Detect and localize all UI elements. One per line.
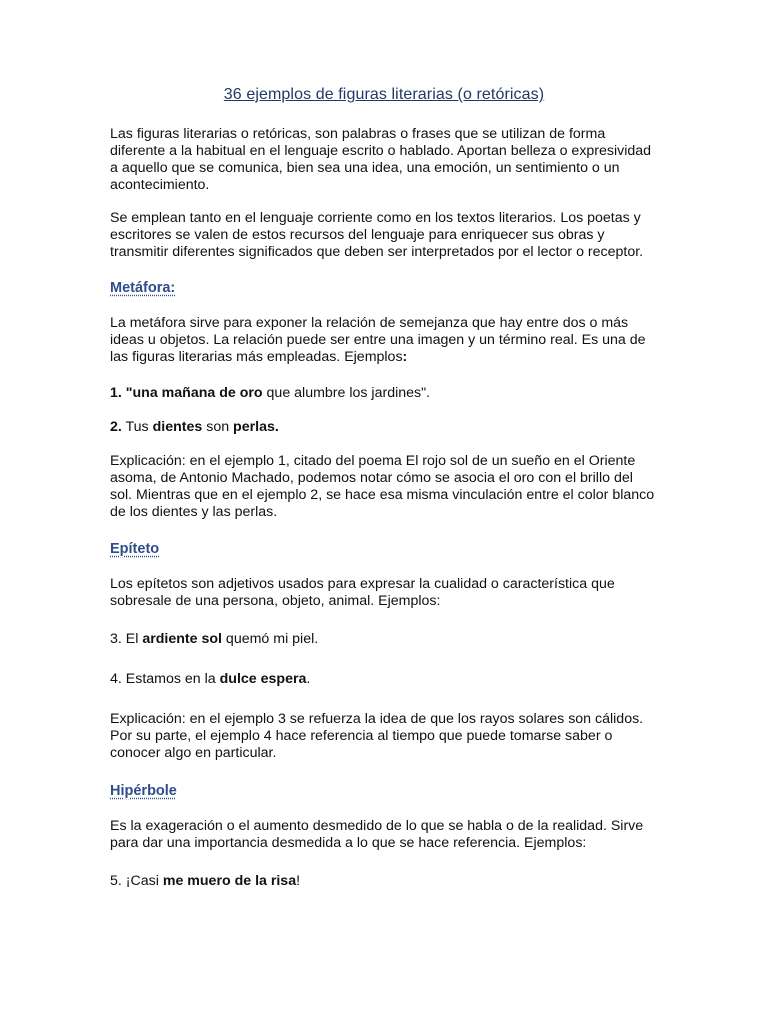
example-5-pre: 5. ¡Casi [110, 873, 163, 889]
intro-paragraph-1: Las figuras literarias o retóricas, son palabras o frases que se utilizan de forma diferente a la habitual en el lenguaje escrito o hablado. Aportan belleza o expresividad a aquello que se comunica, bien sea una idea, una emoción, un sentimiento o un acontecimiento. [110, 126, 652, 193]
epiteto-example-4 [110, 671, 658, 688]
example-4-bold: dulce espera [219, 671, 307, 687]
example-1-rest: que alumbre los jardines". [262, 385, 431, 401]
epiteto-example-3 [110, 631, 658, 648]
intro-paragraph-2: Se emplean tanto en el lenguaje corriente como en los textos literarios. Los poetas y escritores se valen de estos recursos del lenguaje para enriquecer sus obras y transmitir diferentes significados que deben ser interpretados por el lector o receptor. [110, 210, 644, 260]
example-5-rest: ! [296, 873, 301, 889]
example-3-bold: ardiente sol [142, 631, 222, 647]
example-4-pre: 4. Estamos en la [110, 671, 220, 687]
section-heading-hiperbole: Hipérbole [110, 783, 177, 799]
example-5-bold: me muero de la risa [162, 873, 297, 889]
document-page [110, 86, 658, 907]
metafora-example-1 [110, 385, 658, 402]
example-3-pre: 3. El [110, 631, 143, 647]
metafora-explanation: Explicación: en el ejemplo 1, citado del poema El rojo sol de un sueño en el Oriente asoma, de Antonio Machado, podemos notar cómo se asocia el oro con el brillo del sol. Mientras que en el ejemplo 2, se hace esa misma vinculación entre el color blanco de los dientes y las perlas. [110, 453, 655, 520]
example-1-number: 1. " [110, 385, 133, 401]
metafora-description [110, 315, 658, 366]
example-2-bold-1: dientes [152, 419, 203, 435]
metafora-description-colon: : [402, 349, 408, 365]
section-heading-metafora: Metáfora: [110, 280, 176, 296]
hiperbole-description: Es la exageración o el aumento desmedido de lo que se habla o de la realidad. Sirve para dar una importancia desmedida a lo que se hace referencia. Ejemplos: [110, 818, 644, 851]
metafora-description-text: La metáfora sirve para exponer la relación de semejanza que hay entre dos o más ideas u objetos. La relación puede ser entre una imagen y un término real. Es una de las figuras literarias más empleadas. Ejemplos [110, 315, 646, 365]
example-2-pre: Tus [121, 419, 153, 435]
example-2-bold-2: perlas. [233, 419, 279, 435]
example-2-number: 2. [110, 419, 122, 435]
epiteto-description: Los epítetos son adjetivos usados para expresar la cualidad o característica que sobresale de una persona, objeto, animal. Ejemplos: [110, 576, 615, 609]
hiperbole-example-5 [110, 873, 658, 890]
example-3-rest: quemó mi piel. [221, 631, 319, 647]
example-4-rest: . [306, 671, 311, 687]
section-heading-epiteto: Epíteto [110, 541, 160, 557]
example-2-mid: son [202, 419, 234, 435]
metafora-example-2 [110, 419, 658, 436]
document-title: 36 ejemplos de figuras literarias (o retóricas) [223, 86, 545, 103]
epiteto-explanation: Explicación: en el ejemplo 3 se refuerza la idea de que los rayos solares son cálidos. Por su parte, el ejemplo 4 hace referencia al tiempo que puede tomarse saber o conocer algo en particular. [110, 711, 644, 761]
example-1-bold: una mañana de oro [132, 385, 263, 401]
